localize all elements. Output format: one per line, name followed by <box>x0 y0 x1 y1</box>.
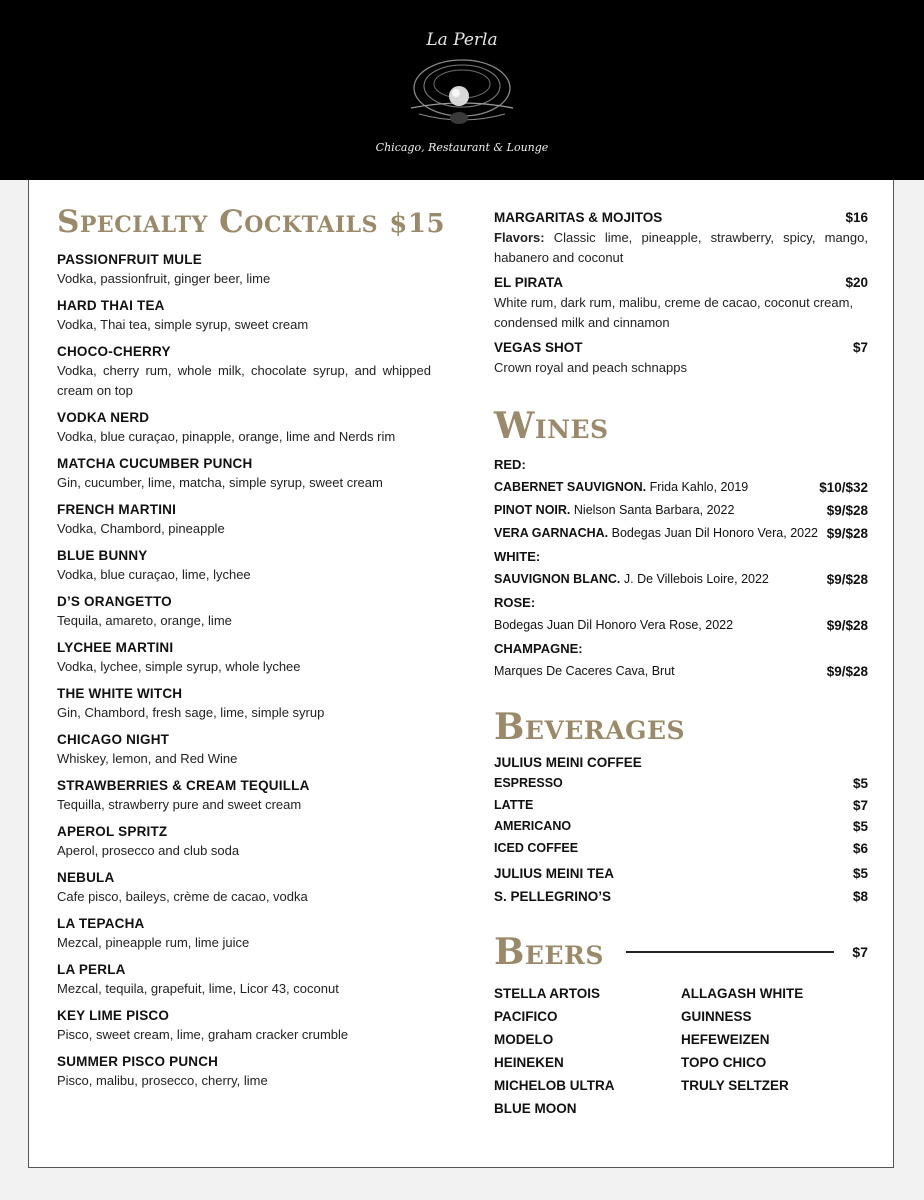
cocktail-list <box>57 250 431 1091</box>
item-price: $5 <box>852 776 868 791</box>
pearl-oyster-logo-icon <box>405 50 519 130</box>
wine-varietal: PINOT NOIR. <box>494 503 571 517</box>
menu-item-vegas-shot <box>494 338 868 378</box>
item-price: $5 <box>852 819 868 834</box>
wine-price: $9/$28 <box>826 526 868 541</box>
cocktail-item <box>57 454 431 493</box>
wine-category-rose: ROSE: <box>494 595 536 610</box>
flavors-label: Flavors: <box>494 230 545 245</box>
item-desc: Vodka, Chambord, pineapple <box>57 521 225 536</box>
cocktail-item <box>57 342 431 401</box>
item-name: THE WHITE WITCH <box>57 686 183 701</box>
item-price: $16 <box>845 210 868 225</box>
cocktails-price: $15 <box>389 209 446 239</box>
item-name: AMERICANO <box>494 819 572 833</box>
item-desc: White rum, dark rum, malibu, creme de cacao, coconut cream, condensed milk and cinnamon <box>494 295 854 330</box>
wine-name <box>494 499 827 522</box>
item-name: MARGARITAS & MOJITOS <box>494 210 663 225</box>
menu-header <box>0 0 924 180</box>
item-name: STRAWBERRIES & CREAM TEQUILLA <box>57 778 310 793</box>
menu-item-el-pirata <box>494 273 868 333</box>
wine-list-champagne <box>494 660 868 683</box>
menu-item-tea <box>494 862 868 885</box>
item-desc: Aperol, prosecco and club soda <box>57 843 240 858</box>
item-price: $7 <box>852 797 868 813</box>
cocktail-item <box>57 868 431 907</box>
beer-item: TOPO CHICO <box>681 1055 767 1070</box>
item-name: BLUE BUNNY <box>57 548 148 563</box>
item-price: $7 <box>852 340 868 355</box>
wine-row <box>494 568 868 591</box>
wine-price: $9/$28 <box>826 503 868 518</box>
beer-item: HEFEWEIZEN <box>681 1032 770 1047</box>
coffee-item <box>494 795 868 817</box>
item-desc: Pisco, sweet cream, lime, graham cracker crumble <box>57 1027 349 1042</box>
wine-varietal: SAUVIGNON BLANC. <box>494 572 621 586</box>
logo-text: La Perla <box>426 30 498 50</box>
cocktails-title-text: Specialty Cocktails <box>57 204 378 240</box>
cocktail-item <box>57 638 431 677</box>
item-name: EL PIRATA <box>494 275 564 290</box>
cocktail-item <box>57 250 431 289</box>
cocktails-title <box>57 202 446 244</box>
cocktail-item <box>57 822 431 861</box>
coffee-item <box>494 838 868 860</box>
beverages-title: Beverages <box>494 706 686 748</box>
item-name: KEY LIME PISCO <box>57 1008 170 1023</box>
wine-name <box>494 476 819 499</box>
wine-price: $9/$28 <box>826 572 868 587</box>
wine-row <box>494 499 868 522</box>
item-desc: Pisco, malibu, prosecco, cherry, lime <box>57 1073 268 1088</box>
item-name: NEBULA <box>57 870 115 885</box>
item-desc: Vodka, Thai tea, simple syrup, sweet cream <box>57 317 309 332</box>
item-desc: Gin, cucumber, lime, matcha, simple syrup, sweet cream <box>57 475 383 490</box>
wine-detail: J. De Villebois Loire, 2022 <box>623 572 769 586</box>
beer-grid <box>494 982 868 1120</box>
beer-column-2 <box>681 982 868 1120</box>
beers-divider <box>626 951 835 953</box>
item-desc: Cafe pisco, baileys, crème de cacao, vodka <box>57 889 308 904</box>
wine-list-rose <box>494 614 868 637</box>
item-desc: Vodka, lychee, simple syrup, whole lychee <box>57 659 301 674</box>
wine-category-white: WHITE: <box>494 549 541 564</box>
menu-item-pellegrino <box>494 885 868 908</box>
item-price: $6 <box>852 840 868 856</box>
wine-category-champagne: CHAMPAGNE: <box>494 641 583 656</box>
cocktail-item <box>57 1052 431 1091</box>
wine-row <box>494 522 868 545</box>
item-name: VEGAS SHOT <box>494 340 583 355</box>
coffee-item <box>494 816 868 838</box>
beers-title-row <box>494 930 868 974</box>
item-desc: Gin, Chambord, fresh sage, lime, simple syrup <box>57 705 325 720</box>
right-column <box>494 208 868 1120</box>
item-name: HARD THAI TEA <box>57 298 165 313</box>
beer-item: TRULY SELTZER <box>681 1078 789 1093</box>
menu-item-margaritas <box>494 208 868 268</box>
item-desc: Vodka, passionfruit, ginger beer, lime <box>57 271 271 286</box>
cocktail-item <box>57 408 431 447</box>
wine-name <box>494 660 827 683</box>
item-name: ESPRESSO <box>494 776 563 790</box>
tagline: Chicago, Restaurant & Lounge <box>375 141 549 154</box>
coffee-heading: JULIUS MEINI COFFEE <box>494 755 642 770</box>
wine-varietal: VERA GARNACHA. <box>494 526 609 540</box>
wine-name <box>494 614 827 637</box>
wine-price: $10/$32 <box>819 480 868 495</box>
item-name: CHICAGO NIGHT <box>57 732 170 747</box>
item-name: CHOCO-CHERRY <box>57 344 171 359</box>
item-name: LA TEPACHA <box>57 916 145 931</box>
item-desc: Vodka, blue curaçao, pinapple, orange, lime and Nerds rim <box>57 429 396 444</box>
cocktail-item <box>57 776 431 815</box>
cocktail-item <box>57 960 431 999</box>
wine-price: $9/$28 <box>826 664 868 679</box>
wine-list-red <box>494 476 868 545</box>
beer-item: ALLAGASH WHITE <box>681 986 804 1001</box>
wine-name <box>494 522 827 545</box>
item-name: LATTE <box>494 797 534 812</box>
cocktail-item <box>57 684 431 723</box>
beers-price: $7 <box>852 944 868 960</box>
wine-detail: Frida Kahlo, 2019 <box>649 480 749 494</box>
item-name: VODKA NERD <box>57 410 150 425</box>
item-name: SUMMER PISCO PUNCH <box>57 1054 219 1069</box>
item-name: LYCHEE MARTINI <box>57 640 174 655</box>
cocktail-item <box>57 730 431 769</box>
beer-item: HEINEKEN <box>494 1055 564 1070</box>
wine-varietal: CABERNET SAUVIGNON. <box>494 480 647 494</box>
wine-category-red: RED: <box>494 457 526 472</box>
item-desc: Vodka, cherry rum, whole milk, chocolate syrup, and whipped cream on top <box>57 363 431 398</box>
coffee-list <box>494 773 868 859</box>
coffee-item <box>494 773 868 795</box>
item-name: PASSIONFRUIT MULE <box>57 252 202 267</box>
beer-item: MICHELOB ULTRA <box>494 1078 615 1093</box>
item-desc: Tequila, amareto, orange, lime <box>57 613 232 628</box>
item-name: MATCHA CUCUMBER PUNCH <box>57 456 253 471</box>
cocktail-item <box>57 1006 431 1045</box>
item-price: $8 <box>852 889 868 904</box>
item-desc: Whiskey, lemon, and Red Wine <box>57 751 238 766</box>
item-name: LA PERLA <box>57 962 126 977</box>
item-desc: Crown royal and peach schnapps <box>494 360 687 375</box>
cocktail-item <box>57 500 431 539</box>
item-desc: Mezcal, pineapple rum, lime juice <box>57 935 250 950</box>
cocktail-item <box>57 296 431 335</box>
cocktail-item <box>57 914 431 953</box>
menu-sheet <box>28 180 894 1168</box>
item-name: FRENCH MARTINI <box>57 502 177 517</box>
item-desc: Tequilla, strawberry pure and sweet cream <box>57 797 302 812</box>
wine-detail: Bodegas Juan Dil Honoro Vera Rose, 2022 <box>494 618 734 632</box>
item-desc: Classic lime, pineapple, strawberry, spicy, mango, habanero and coconut <box>494 230 868 265</box>
beer-item: MODELO <box>494 1032 554 1047</box>
item-name: ICED COFFEE <box>494 840 579 855</box>
wine-detail: Bodegas Juan Dil Honoro Vera, 2022 <box>611 526 818 540</box>
wine-row <box>494 476 868 499</box>
item-price: $5 <box>852 866 868 881</box>
item-desc: Mezcal, tequila, grapefuit, lime, Licor 43, coconut <box>57 981 339 996</box>
beer-item: GUINNESS <box>681 1009 752 1024</box>
beer-item: BLUE MOON <box>494 1101 577 1116</box>
beer-item: STELLA ARTOIS <box>494 986 601 1001</box>
beer-item: PACIFICO <box>494 1009 558 1024</box>
cocktail-item <box>57 546 431 585</box>
beer-column-1 <box>494 982 681 1120</box>
item-price: $20 <box>845 275 868 290</box>
wine-row <box>494 614 868 637</box>
cocktails-column <box>57 202 446 1098</box>
wine-row <box>494 660 868 683</box>
wine-price: $9/$28 <box>826 618 868 633</box>
item-name: D’S ORANGETTO <box>57 594 172 609</box>
beers-title: Beers <box>494 931 604 973</box>
wine-detail: Marques De Caceres Cava, Brut <box>494 664 675 678</box>
item-name: JULIUS MEINI TEA <box>494 866 615 881</box>
wine-name <box>494 568 827 591</box>
cocktail-item <box>57 592 431 631</box>
item-name: APEROL SPRITZ <box>57 824 168 839</box>
wines-title: Wines <box>494 405 609 447</box>
wine-list-white <box>494 568 868 591</box>
item-name: S. PELLEGRINO’S <box>494 889 612 904</box>
item-desc: Vodka, blue curaçao, lime, lychee <box>57 567 251 582</box>
wine-detail: Nielson Santa Barbara, 2022 <box>573 503 735 517</box>
